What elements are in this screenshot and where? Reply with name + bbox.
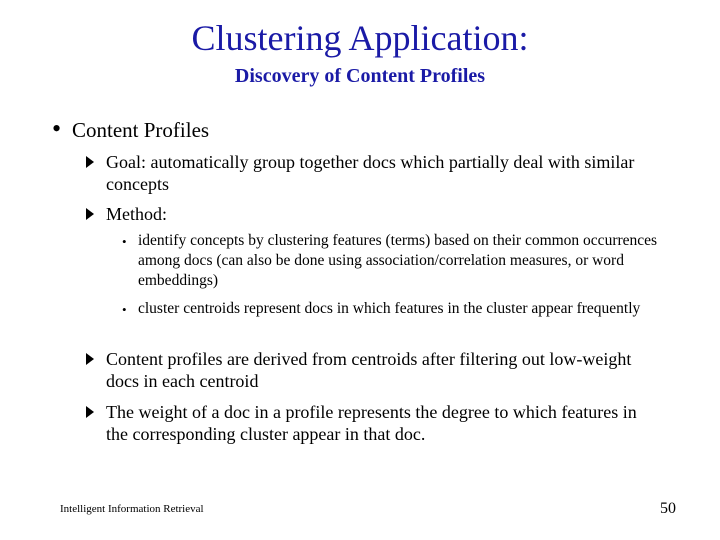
point-text: The weight of a doc in a profile represents the degree to which features in the corresponding cluster appear in that doc. xyxy=(106,402,637,444)
page-number: 50 xyxy=(660,500,676,517)
point-method xyxy=(86,203,646,225)
point-goal xyxy=(86,151,646,195)
triangle-bullet-icon xyxy=(86,353,94,365)
small-dot-icon: • xyxy=(122,234,127,249)
point-weight xyxy=(86,401,646,445)
main-bullet-text: Content Profiles xyxy=(72,118,210,142)
small-dot-icon: • xyxy=(122,302,127,317)
triangle-bullet-icon xyxy=(86,156,94,168)
footer-text: Intelligent Information Retrieval xyxy=(60,503,204,515)
subpoint-text: identify concepts by clustering features (terms) based on their common occurrences among docs (can also be done using association/correlation measures, or word embeddings) xyxy=(138,232,658,289)
method-subpoint-2 xyxy=(122,299,662,319)
point-content-profiles xyxy=(86,348,646,392)
slide-title: Clustering Application: xyxy=(191,18,529,58)
method-subpoint-1 xyxy=(122,231,662,291)
bullet-dot-icon: • xyxy=(52,114,62,143)
point-text: Goal: automatically group together docs which partially deal with similar concepts xyxy=(106,152,635,194)
subpoint-text: cluster centroids represent docs in which features in the cluster appear frequently xyxy=(138,300,641,317)
main-bullet xyxy=(52,114,210,143)
triangle-bullet-icon xyxy=(86,406,94,418)
slide-subtitle: Discovery of Content Profiles xyxy=(234,65,486,87)
point-text: Content profiles are derived from centroids after filtering out low-weight docs in each centroid xyxy=(106,349,632,391)
point-text: Method: xyxy=(106,204,167,224)
triangle-bullet-icon xyxy=(86,208,94,220)
